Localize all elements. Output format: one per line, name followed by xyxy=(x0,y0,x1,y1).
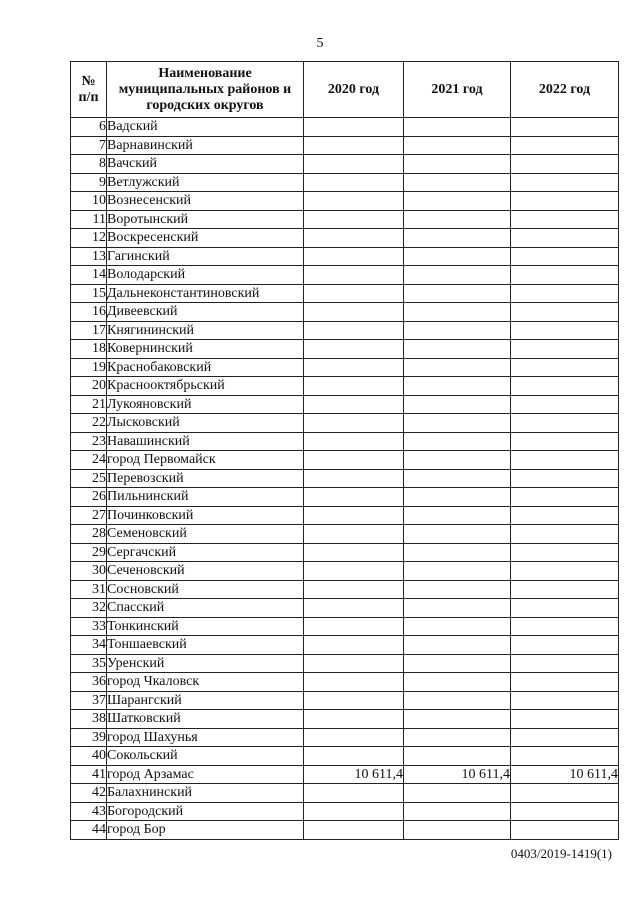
row-municipality-name: Перевозский xyxy=(107,469,304,488)
table-body xyxy=(71,118,619,840)
row-value-2022 xyxy=(511,414,619,433)
header-2020: 2020 год xyxy=(304,62,404,118)
row-number: 39 xyxy=(71,728,107,747)
row-value-2022 xyxy=(511,599,619,618)
row-value-2022 xyxy=(511,192,619,211)
row-value-2021 xyxy=(404,266,511,285)
row-value-2022 xyxy=(511,340,619,359)
row-number: 37 xyxy=(71,691,107,710)
row-value-2020 xyxy=(304,580,404,599)
row-value-2021 xyxy=(404,358,511,377)
row-value-2020 xyxy=(304,321,404,340)
row-number: 10 xyxy=(71,192,107,211)
row-value-2021 xyxy=(404,691,511,710)
row-municipality-name: город Арзамас xyxy=(107,765,304,784)
row-value-2021 xyxy=(404,303,511,322)
row-municipality-name: Лысковский xyxy=(107,414,304,433)
row-value-2022 xyxy=(511,691,619,710)
row-value-2020 xyxy=(304,506,404,525)
row-value-2021 xyxy=(404,118,511,137)
row-value-2020 xyxy=(304,617,404,636)
row-value-2020 xyxy=(304,284,404,303)
row-number: 41 xyxy=(71,765,107,784)
row-value-2021 xyxy=(404,654,511,673)
table-row xyxy=(71,543,619,562)
row-value-2022 xyxy=(511,728,619,747)
row-value-2020 xyxy=(304,691,404,710)
row-value-2022 xyxy=(511,358,619,377)
row-value-2020 xyxy=(304,414,404,433)
row-number: 44 xyxy=(71,821,107,840)
table-row xyxy=(71,155,619,174)
row-value-2021 xyxy=(404,710,511,729)
row-municipality-name: Воротынский xyxy=(107,210,304,229)
table-row xyxy=(71,617,619,636)
header-number xyxy=(71,62,107,118)
row-value-2020 xyxy=(304,728,404,747)
row-municipality-name: Балахнинский xyxy=(107,784,304,803)
row-value-2021 xyxy=(404,580,511,599)
row-value-2020: 10 611,4 xyxy=(304,765,404,784)
table-row xyxy=(71,173,619,192)
row-value-2020 xyxy=(304,543,404,562)
municipal-budget-table xyxy=(70,61,619,840)
row-municipality-name: Володарский xyxy=(107,266,304,285)
row-number: 33 xyxy=(71,617,107,636)
row-value-2020 xyxy=(304,636,404,655)
row-value-2021 xyxy=(404,155,511,174)
table-row xyxy=(71,136,619,155)
row-value-2022 xyxy=(511,155,619,174)
row-number: 23 xyxy=(71,432,107,451)
row-number: 15 xyxy=(71,284,107,303)
row-municipality-name: Вачский xyxy=(107,155,304,174)
row-value-2022 xyxy=(511,303,619,322)
row-number: 35 xyxy=(71,654,107,673)
row-number: 36 xyxy=(71,673,107,692)
row-value-2021 xyxy=(404,821,511,840)
row-value-2022 xyxy=(511,136,619,155)
row-municipality-name: Варнавинский xyxy=(107,136,304,155)
table-row xyxy=(71,506,619,525)
table-row xyxy=(71,229,619,248)
table-row xyxy=(71,710,619,729)
row-number: 19 xyxy=(71,358,107,377)
row-value-2022 xyxy=(511,636,619,655)
table-row xyxy=(71,303,619,322)
row-municipality-name: Шарангский xyxy=(107,691,304,710)
table-row xyxy=(71,395,619,414)
row-number: 24 xyxy=(71,451,107,470)
header-2022: 2022 год xyxy=(511,62,619,118)
row-municipality-name: Вадский xyxy=(107,118,304,137)
row-value-2020 xyxy=(304,451,404,470)
row-value-2022 xyxy=(511,395,619,414)
row-municipality-name: Уренский xyxy=(107,654,304,673)
header-2021: 2021 год xyxy=(404,62,511,118)
table-row xyxy=(71,821,619,840)
row-value-2022 xyxy=(511,488,619,507)
row-value-2022 xyxy=(511,617,619,636)
row-value-2020 xyxy=(304,488,404,507)
table-row xyxy=(71,358,619,377)
row-value-2021 xyxy=(404,506,511,525)
row-value-2021 xyxy=(404,247,511,266)
row-value-2021 xyxy=(404,414,511,433)
row-value-2020 xyxy=(304,654,404,673)
row-municipality-name: Сеченовский xyxy=(107,562,304,581)
row-value-2020 xyxy=(304,340,404,359)
table-row xyxy=(71,728,619,747)
row-value-2022 xyxy=(511,580,619,599)
table-row xyxy=(71,247,619,266)
row-value-2021 xyxy=(404,728,511,747)
row-municipality-name: Сокольский xyxy=(107,747,304,766)
row-value-2022 xyxy=(511,469,619,488)
row-value-2020 xyxy=(304,229,404,248)
row-number: 28 xyxy=(71,525,107,544)
row-value-2021 xyxy=(404,469,511,488)
table-row xyxy=(71,784,619,803)
row-value-2022 xyxy=(511,747,619,766)
row-municipality-name: Богородский xyxy=(107,802,304,821)
row-value-2021 xyxy=(404,340,511,359)
row-value-2022 xyxy=(511,784,619,803)
row-value-2022 xyxy=(511,451,619,470)
row-value-2020 xyxy=(304,266,404,285)
table-row xyxy=(71,340,619,359)
table-row xyxy=(71,118,619,137)
table-row xyxy=(71,654,619,673)
row-value-2022 xyxy=(511,562,619,581)
row-value-2021 xyxy=(404,192,511,211)
row-value-2020 xyxy=(304,377,404,396)
row-value-2021 xyxy=(404,673,511,692)
row-value-2020 xyxy=(304,821,404,840)
row-municipality-name: Воскресенский xyxy=(107,229,304,248)
table-row xyxy=(71,636,619,655)
table-header-row xyxy=(71,62,619,118)
row-municipality-name: Краснобаковский xyxy=(107,358,304,377)
row-value-2022 xyxy=(511,654,619,673)
row-number: 42 xyxy=(71,784,107,803)
row-value-2021 xyxy=(404,488,511,507)
row-number: 20 xyxy=(71,377,107,396)
table-row xyxy=(71,321,619,340)
row-municipality-name: Гагинский xyxy=(107,247,304,266)
row-value-2021 xyxy=(404,636,511,655)
row-value-2021 xyxy=(404,802,511,821)
table-row xyxy=(71,469,619,488)
row-value-2020 xyxy=(304,432,404,451)
row-value-2021 xyxy=(404,747,511,766)
table-row xyxy=(71,673,619,692)
table-row xyxy=(71,488,619,507)
row-value-2021 xyxy=(404,173,511,192)
row-value-2022 xyxy=(511,802,619,821)
row-number: 21 xyxy=(71,395,107,414)
row-value-2022 xyxy=(511,284,619,303)
row-value-2022 xyxy=(511,210,619,229)
row-municipality-name: Спасский xyxy=(107,599,304,618)
row-municipality-name: Ветлужский xyxy=(107,173,304,192)
row-municipality-name: Дивеевский xyxy=(107,303,304,322)
row-value-2020 xyxy=(304,136,404,155)
row-number: 7 xyxy=(71,136,107,155)
row-value-2022 xyxy=(511,173,619,192)
row-value-2020 xyxy=(304,599,404,618)
row-value-2022 xyxy=(511,673,619,692)
row-value-2022 xyxy=(511,229,619,248)
row-value-2020 xyxy=(304,192,404,211)
row-value-2020 xyxy=(304,118,404,137)
row-number: 26 xyxy=(71,488,107,507)
row-value-2020 xyxy=(304,784,404,803)
row-municipality-name: Ковернинский xyxy=(107,340,304,359)
row-municipality-name: Семеновский xyxy=(107,525,304,544)
row-value-2020 xyxy=(304,562,404,581)
header-number-text: № п/п xyxy=(78,73,99,105)
page-number: 5 xyxy=(316,36,324,51)
row-value-2020 xyxy=(304,469,404,488)
row-value-2022 xyxy=(511,543,619,562)
row-value-2021 xyxy=(404,229,511,248)
header-name: Наименование муниципальных районов и городских округов xyxy=(107,62,304,118)
row-number: 16 xyxy=(71,303,107,322)
table-row xyxy=(71,765,619,784)
row-municipality-name: город Шахунья xyxy=(107,728,304,747)
document-code: 0403/2019-1419(1) xyxy=(510,846,612,861)
row-value-2022 xyxy=(511,525,619,544)
row-value-2020 xyxy=(304,155,404,174)
table-row xyxy=(71,691,619,710)
row-value-2020 xyxy=(304,710,404,729)
row-value-2021 xyxy=(404,784,511,803)
row-number: 11 xyxy=(71,210,107,229)
row-value-2021 xyxy=(404,136,511,155)
row-value-2021 xyxy=(404,562,511,581)
row-municipality-name: Сосновский xyxy=(107,580,304,599)
row-number: 9 xyxy=(71,173,107,192)
table-row xyxy=(71,580,619,599)
row-municipality-name: Тоншаевский xyxy=(107,636,304,655)
row-value-2021 xyxy=(404,210,511,229)
row-number: 40 xyxy=(71,747,107,766)
table-row xyxy=(71,192,619,211)
row-value-2022 xyxy=(511,266,619,285)
row-value-2020 xyxy=(304,747,404,766)
table-row xyxy=(71,284,619,303)
row-number: 31 xyxy=(71,580,107,599)
table-row xyxy=(71,562,619,581)
row-municipality-name: город Чкаловск xyxy=(107,673,304,692)
row-municipality-name: Шатковский xyxy=(107,710,304,729)
row-value-2022 xyxy=(511,377,619,396)
table-row xyxy=(71,377,619,396)
row-value-2020 xyxy=(304,802,404,821)
row-number: 30 xyxy=(71,562,107,581)
row-value-2022 xyxy=(511,321,619,340)
table-row xyxy=(71,432,619,451)
row-number: 17 xyxy=(71,321,107,340)
row-number: 13 xyxy=(71,247,107,266)
row-value-2020 xyxy=(304,525,404,544)
table-row xyxy=(71,451,619,470)
row-municipality-name: Княгининский xyxy=(107,321,304,340)
row-municipality-name: Сергачский xyxy=(107,543,304,562)
row-number: 38 xyxy=(71,710,107,729)
row-value-2020 xyxy=(304,247,404,266)
row-municipality-name: город Бор xyxy=(107,821,304,840)
row-municipality-name: Лукояновский xyxy=(107,395,304,414)
row-municipality-name: Пильнинский xyxy=(107,488,304,507)
row-number: 43 xyxy=(71,802,107,821)
row-value-2021 xyxy=(404,284,511,303)
row-value-2021: 10 611,4 xyxy=(404,765,511,784)
table-row xyxy=(71,747,619,766)
row-value-2022 xyxy=(511,506,619,525)
row-value-2020 xyxy=(304,358,404,377)
row-number: 32 xyxy=(71,599,107,618)
row-value-2022 xyxy=(511,710,619,729)
row-value-2021 xyxy=(404,377,511,396)
table-row xyxy=(71,525,619,544)
row-value-2021 xyxy=(404,525,511,544)
row-value-2021 xyxy=(404,617,511,636)
row-value-2020 xyxy=(304,395,404,414)
row-value-2022 xyxy=(511,432,619,451)
row-number: 14 xyxy=(71,266,107,285)
row-value-2022 xyxy=(511,247,619,266)
row-value-2022 xyxy=(511,821,619,840)
row-number: 6 xyxy=(71,118,107,137)
row-value-2022: 10 611,4 xyxy=(511,765,619,784)
row-value-2021 xyxy=(404,451,511,470)
row-number: 25 xyxy=(71,469,107,488)
table-row xyxy=(71,802,619,821)
row-value-2021 xyxy=(404,321,511,340)
row-number: 29 xyxy=(71,543,107,562)
row-value-2020 xyxy=(304,673,404,692)
row-value-2020 xyxy=(304,210,404,229)
row-municipality-name: Дальнеконстантиновский xyxy=(107,284,304,303)
row-municipality-name: Починковский xyxy=(107,506,304,525)
row-number: 22 xyxy=(71,414,107,433)
row-municipality-name: Навашинский xyxy=(107,432,304,451)
row-municipality-name: Вознесенский xyxy=(107,192,304,211)
row-municipality-name: Тонкинский xyxy=(107,617,304,636)
row-value-2020 xyxy=(304,303,404,322)
row-municipality-name: город Первомайск xyxy=(107,451,304,470)
row-value-2021 xyxy=(404,395,511,414)
table-row xyxy=(71,414,619,433)
table-row xyxy=(71,210,619,229)
row-number: 12 xyxy=(71,229,107,248)
row-value-2021 xyxy=(404,599,511,618)
row-number: 27 xyxy=(71,506,107,525)
row-value-2021 xyxy=(404,543,511,562)
row-number: 34 xyxy=(71,636,107,655)
row-municipality-name: Краснооктябрьский xyxy=(107,377,304,396)
table-row xyxy=(71,266,619,285)
row-value-2022 xyxy=(511,118,619,137)
row-value-2020 xyxy=(304,173,404,192)
table-row xyxy=(71,599,619,618)
row-value-2021 xyxy=(404,432,511,451)
row-number: 8 xyxy=(71,155,107,174)
row-number: 18 xyxy=(71,340,107,359)
